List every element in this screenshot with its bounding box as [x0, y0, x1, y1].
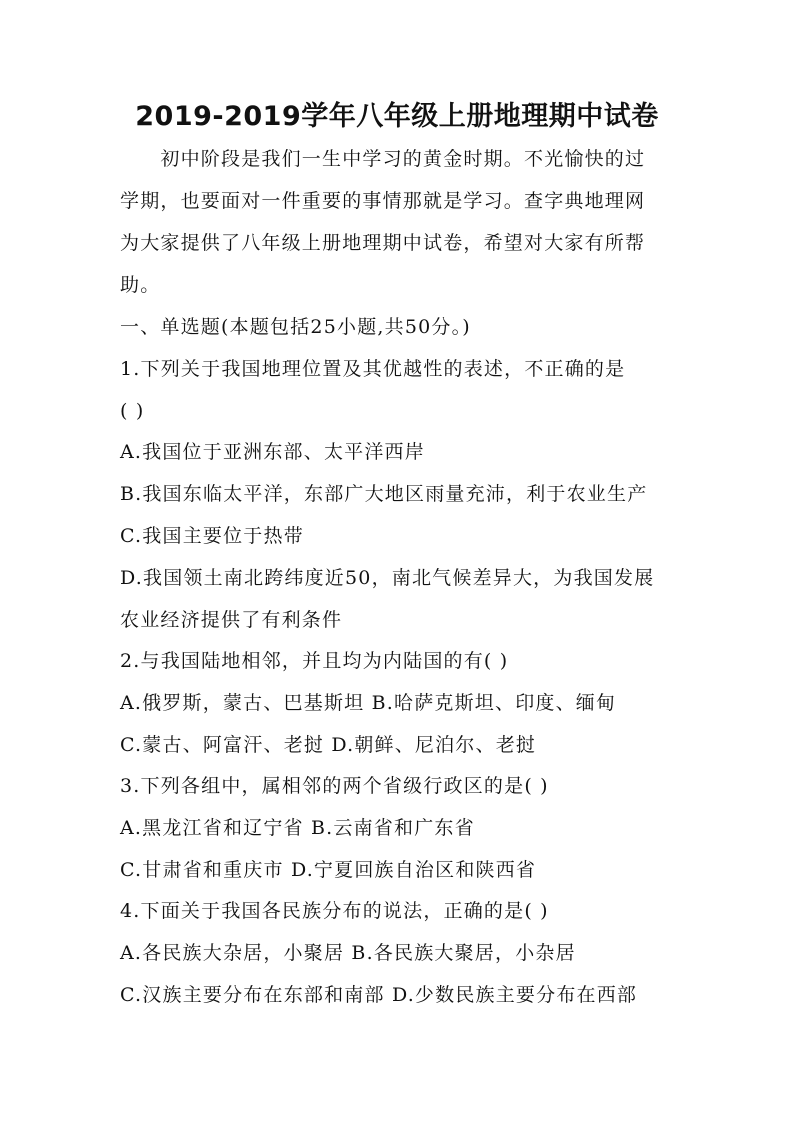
question-3-stem: 3.下列各组中，属相邻的两个省级行政区的是( ): [120, 775, 549, 797]
question-4-options-ab: A.各民族大杂居，小聚居 B.各民族大聚居，小杂居: [120, 942, 576, 964]
intro-line-4: 助。: [120, 274, 161, 296]
question-3-options-ab: A.黑龙江省和辽宁省 B.云南省和广东省: [120, 817, 475, 839]
question-4-options-cd: C.汉族主要分布在东部和南部 D.少数民族主要分布在西部: [120, 984, 638, 1006]
question-1-option-b: B.我国东临太平洋，东部广大地区雨量充沛，利于农业生产: [120, 483, 648, 505]
intro-line-2: 学期，也要面对一件重要的事情那就是学习。查字典地理网: [120, 190, 646, 212]
question-1-option-d: D.我国领土南北跨纬度近50，南北气候差异大，为我国发展: [120, 567, 655, 589]
question-1-blank: ( ): [120, 400, 145, 422]
document-title: 2019-2019学年八年级上册地理期中试卷: [135, 101, 659, 132]
question-1-stem: 1.下列关于我国地理位置及其优越性的表述，不正确的是: [120, 358, 626, 380]
question-3-options-cd: C.甘肃省和重庆市 D.宁夏回族自治区和陕西省: [120, 859, 537, 881]
question-4-stem: 4.下面关于我国各民族分布的说法，正确的是( ): [120, 900, 549, 922]
intro-line-1: 初中阶段是我们一生中学习的黄金时期。不光愉快的过: [120, 148, 646, 170]
question-1-option-a: A.我国位于亚洲东部、太平洋西岸: [120, 441, 425, 463]
intro-line-3: 为大家提供了八年级上册地理期中试卷，希望对大家有所帮: [120, 232, 646, 254]
question-1-option-d-cont: 农业经济提供了有利条件: [120, 609, 343, 631]
question-2-options-ab: A.俄罗斯，蒙古、巴基斯坦 B.哈萨克斯坦、印度、缅甸: [120, 692, 617, 714]
question-1-option-c: C.我国主要位于热带: [120, 525, 304, 547]
section-heading: 一、单选题(本题包括25小题,共50分。): [120, 316, 471, 338]
question-2-stem: 2.与我国陆地相邻，并且均为内陆国的有( ): [120, 650, 509, 672]
question-2-options-cd: C.蒙古、阿富汗、老挝 D.朝鲜、尼泊尔、老挝: [120, 734, 537, 756]
